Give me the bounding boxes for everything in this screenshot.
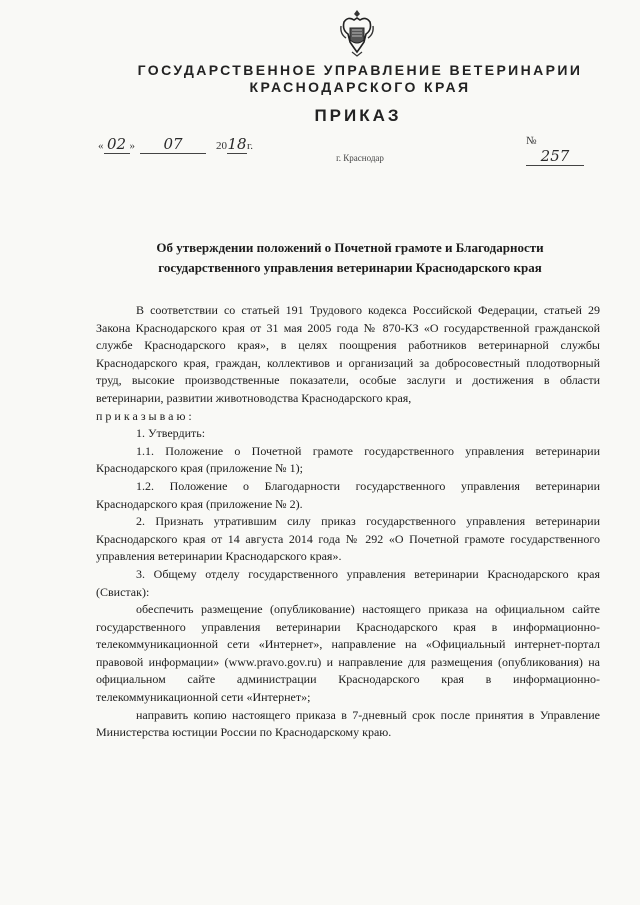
date-year-suffix: 18	[227, 135, 247, 153]
coat-of-arms-icon	[338, 8, 376, 58]
document-body	[96, 302, 600, 742]
item-2: 2. Признать утратившим силу приказ государственного управления ветеринарии Краснодарского края от 14 августа 2014 года № 292 «О Почетной грамоте государственного управления ветеринарии Краснодарского края».	[96, 514, 600, 564]
order-number-label: №	[526, 135, 537, 147]
date-year-prefix: 20	[216, 140, 227, 152]
item-1: 1. Утвердить:	[136, 426, 206, 441]
date-close-quote: »	[129, 140, 135, 152]
title-line2: государственного управления ветеринарии Краснодарского края	[158, 260, 542, 275]
order-word: приказываю:	[96, 408, 195, 423]
date-day	[98, 135, 135, 154]
city: г. Краснодар	[336, 153, 384, 163]
item-1-2: 1.2. Положение о Благодарности государственного управления ветеринарии Краснодарского края (приложение № 2).	[96, 478, 600, 511]
date-year	[216, 135, 253, 154]
preamble-paragraph: В соответствии со статьей 191 Трудового кодекса Российской Федерации, статьей 29 Закона Краснодарского края от 31 мая 2005 года № 870-КЗ «О государственной гражданской службе Краснодарского края», в целях поощрения работников ветеринарной службы Краснодарского края, граждан, коллективов и организаций за добросовестный плодотворный труд, высокие производственные показатели, особые заслуги и достижения в области ветеринарии, развитии животноводства Краснодарского края,	[96, 303, 600, 405]
organization-name-line2: КРАСНОДАРСКОГО КРАЯ	[249, 79, 471, 95]
item-3-a: обеспечить размещение (опубликование) настоящего приказа на официальном сайте государственного управления ветеринарии Краснодарского края в информационно-телекоммуникационной сети «Интернет», направление на «Официальный интернет-портал правовой информации» (www.pravo.gov.ru) и направление для размещения (опубликования) на официальном сайте администрации Краснодарского края в информационно-телекоммуникационной сети «Интернет»;	[96, 602, 600, 705]
document-title	[110, 238, 590, 278]
date-day-value: 02	[104, 135, 130, 154]
organization-name-line1: ГОСУДАРСТВЕННОЕ УПРАВЛЕНИЕ ВЕТЕРИНАРИИ	[137, 62, 583, 78]
date-open-quote: «	[98, 140, 104, 152]
date-month	[140, 135, 206, 154]
item-3-b: направить копию настоящего приказа в 7-дневный срок после принятия в Управление Министерства юстиции России по Краснодарскому краю.	[96, 707, 600, 740]
document-type: ПРИКАЗ	[314, 106, 402, 125]
order-number-value: 257	[526, 147, 584, 166]
item-1-1: 1.1. Положение о Почетной грамоте государственного управления ветеринарии Краснодарского края (приложение № 1);	[96, 443, 600, 476]
date-month-value: 07	[140, 135, 206, 154]
item-3: 3. Общему отделу государственного управления ветеринарии Краснодарского края (Свистак):	[96, 566, 600, 599]
date-year-unit: г.	[247, 140, 254, 152]
title-line1: Об утверждении положений о Почетной грамоте и Благодарности	[156, 240, 544, 255]
